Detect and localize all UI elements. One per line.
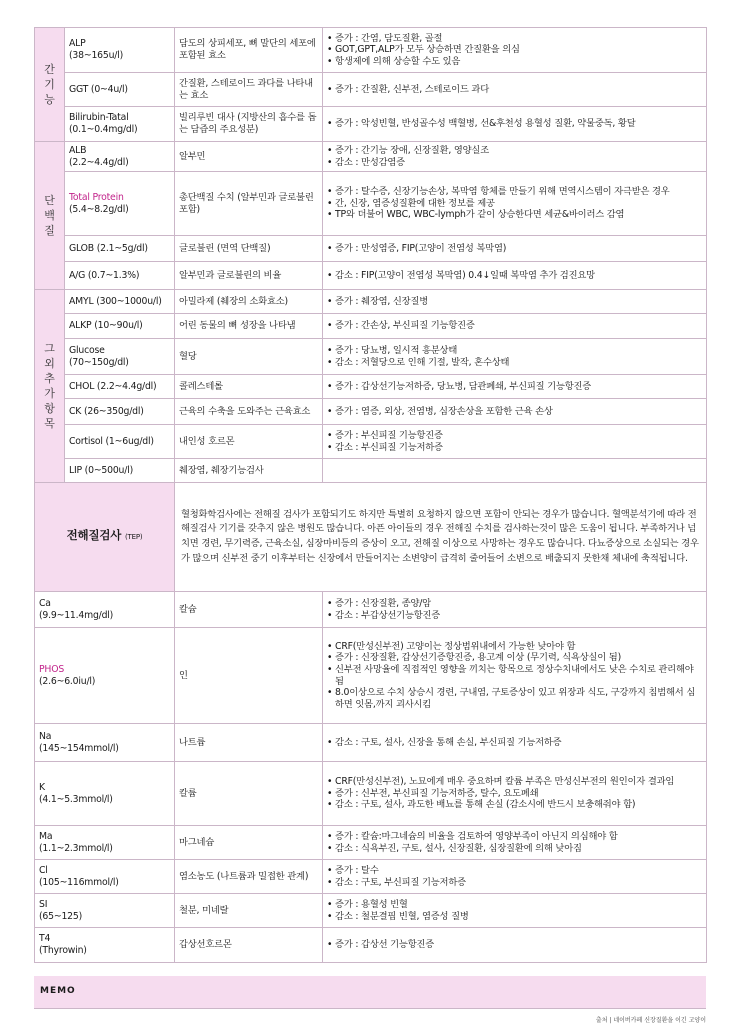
test-name: CHOL (2.2~4.4g/dl) — [65, 375, 175, 399]
test-effects: • 증가 : 만성염증, FIP(고양이 전염성 복막염) — [323, 236, 707, 262]
tep-title: 전해질검사 (TEP) — [35, 483, 175, 592]
table-row — [35, 314, 707, 339]
test-name: Ma (1.1~2.3mmol/l) — [35, 826, 175, 860]
test-description: 염소농도 (나트륨과 밀접한 관계) — [175, 860, 323, 894]
table-row — [35, 762, 707, 826]
test-effects: • 감소 : 구토, 설사, 신장을 통해 손실, 부신피질 기능저하증 — [323, 724, 707, 762]
test-name: LIP (0~500u/l) — [65, 459, 175, 483]
table-row — [35, 425, 707, 459]
test-name: SI (65~125) — [35, 894, 175, 928]
test-description: 아밀라제 (췌장의 소화효소) — [175, 290, 323, 314]
test-description: 나트륨 — [175, 724, 323, 762]
test-name: Cl (105~116mmol/l) — [35, 860, 175, 894]
test-description: 마그네슘 — [175, 826, 323, 860]
test-description: 내인성 호르몬 — [175, 425, 323, 459]
table-row — [35, 172, 707, 236]
test-description: 콜레스테롤 — [175, 375, 323, 399]
table-row — [35, 826, 707, 860]
table-row — [35, 399, 707, 425]
test-effects: • 증가 : 부신피질 기능항진증 • 감소 : 부신피질 기능저하증 — [323, 425, 707, 459]
test-name: ALB (2.2~4.4g/dl) — [65, 142, 175, 172]
table-row — [35, 592, 707, 628]
table-row — [35, 724, 707, 762]
test-description: 글로불린 (면역 단백질) — [175, 236, 323, 262]
table-row — [35, 142, 707, 172]
test-effects: • 증가 : 간손상, 부신피질 기능항진증 — [323, 314, 707, 339]
test-description: 칼륨 — [175, 762, 323, 826]
group-label-liver: 간기능 — [35, 28, 65, 142]
test-name: Total Protein (5.4~8.2g/dl) — [65, 172, 175, 236]
test-description: 갑상선호르몬 — [175, 928, 323, 963]
test-description: 총단백질 수치 (알부민과 글로불린 포함) — [175, 172, 323, 236]
test-effects: • CRF(만성신부전) 고양이는 정상범위내에서 가능한 낮아야 함 • 증가 : 신장질환, 갑상선기증항진증, 용고계 이상 (무기력, 식욕상실이 됨) • 신부전 사망율에 직접적인 영향을 끼치는 항목으로 정상수치내에서도 낮은 수치로 관리해야 됨 • 8.0이상으로 수치 상승시 경련, 구내염, 구토증상이 있고 위장과 식도, 구강까지 침범해서 심하면 잇몸,까지 괴사시킴 — [323, 628, 707, 724]
test-name: Na (145~154mmol/l) — [35, 724, 175, 762]
lab-reference-sheet — [34, 27, 706, 963]
table-row — [35, 107, 707, 142]
test-description: 칼슘 — [175, 592, 323, 628]
table-row — [35, 894, 707, 928]
test-name: PHOS (2.6~6.0iu/l) — [35, 628, 175, 724]
test-description: 담도의 상피세포, 뼈 말단의 세포에 포함된 효소 — [175, 28, 323, 73]
test-effects: • 증가 : 갑상선 기능항진증 — [323, 928, 707, 963]
test-effects: • 증가 : 당뇨병, 일시적 흥분상태 • 감소 : 저혈당으로 인해 기절, 발작, 혼수상태 — [323, 339, 707, 375]
test-effects: • 증가 : 갑상선기능저하증, 당뇨병, 담관폐쇄, 부신피질 기능항진증 — [323, 375, 707, 399]
table-row — [35, 236, 707, 262]
source-credit: 출처 | 네이버카페 신장질환을 이긴 고양이 — [595, 1017, 706, 1024]
test-effects: • CRF(만성신부전), 노묘에게 매우 중요하며 칼륨 부족은 만성신부전의 원인이자 결과임 • 증가 : 신부전, 부신피질 기능저하증, 탈수, 요도폐쇄 • 감소 : 구토, 설사, 과도한 배뇨를 통해 손실 (감소시에 반드시 보충해줘야 함) — [323, 762, 707, 826]
test-name: K (4.1~5.3mmol/l) — [35, 762, 175, 826]
test-effects: • 증가 : 염증, 외상, 전염병, 심장손상을 포함한 근육 손상 — [323, 399, 707, 425]
memo-area — [34, 976, 706, 1009]
test-name: Ca (9.9~11.4mg/dl) — [35, 592, 175, 628]
test-description: 알부민 — [175, 142, 323, 172]
table-row — [35, 459, 707, 483]
test-name: ALP (38~165u/l) — [65, 28, 175, 73]
test-name: AMYL (300~1000u/l) — [65, 290, 175, 314]
table-row — [35, 860, 707, 894]
table-row — [35, 290, 707, 314]
test-description: 혈당 — [175, 339, 323, 375]
tep-row — [35, 483, 707, 592]
table-row — [35, 375, 707, 399]
test-description: 인 — [175, 628, 323, 724]
test-name: T4 (Thyrowin) — [35, 928, 175, 963]
test-effects: • 증가 : 간염, 담도질환, 골절 • GOT,GPT,ALP가 모두 상승하면 간질환을 의심 • 항생제에 의해 상승할 수도 있음 — [323, 28, 707, 73]
table-row — [35, 28, 707, 73]
test-effects: • 증가 : 용혈성 빈혈 • 감소 : 철분결핍 빈혈, 염증성 질병 — [323, 894, 707, 928]
group-label-protein: 단백질 — [35, 142, 65, 290]
test-name: Bilirubin-Tatal (0.1~0.4mg/dl) — [65, 107, 175, 142]
test-description: 췌장염, 췌장기능검사 — [175, 459, 323, 483]
test-name: GGT (0~4u/l) — [65, 73, 175, 107]
test-effects: • 증가 : 췌장염, 신장질병 — [323, 290, 707, 314]
test-effects: • 증가 : 탈수 • 감소 : 구토, 부신피질 기능저하증 — [323, 860, 707, 894]
test-name: ALKP (10~90u/l) — [65, 314, 175, 339]
test-effects: • 증가 : 탈수증, 신장기능손상, 복막염 항체를 만들기 위해 면역시스템이 자극받은 경우 • 간, 신장, 염증성질환에 대한 정보를 제공 • TP와 더불어 WBC, WBC-lymph가 같이 상승한다면 세균&바이러스 감염 — [323, 172, 707, 236]
table-row — [35, 928, 707, 963]
table-row — [35, 73, 707, 107]
test-effects: • 증가 : 간기능 장애, 신장질환, 영양실조 • 감소 : 만성감염증 — [323, 142, 707, 172]
test-effects — [323, 459, 707, 483]
table-row — [35, 339, 707, 375]
test-name: CK (26~350g/dl) — [65, 399, 175, 425]
test-effects: • 감소 : FIP(고양이 전염성 복막염) 0.4↓일때 복막염 추가 검진요망 — [323, 262, 707, 290]
test-name: GLOB (2.1~5g/dl) — [65, 236, 175, 262]
group-label-other: 그외추가항목 — [35, 290, 65, 483]
test-description: 간질환, 스테로이드 과다를 나타내는 효소 — [175, 73, 323, 107]
tep-description: 혈청화학검사에는 전해질 검사가 포함되기도 하지만 특별히 요청하지 않으면 포함이 안되는 경우가 많습니다. 혈액분석기에 따라 전해질검사 기기를 갖추지 않은 병원도 많습니다. 아픈 아이들의 경우 전해질 수치를 검사하는것이 많은 도움이 됩니다. 부족하거나 넘치면 경련, 무기력증, 근육소실, 심장마비등의 증상이 오고, 전해질 이상으로 사망하는 경우도 많습니다. 다뇨증상으로 소실되는 경우가 많으며 신부전 중기 이후부터는 신장에서 만들어지는 소변양이 급격히 줄어들어 소변으로 배출되지 못한채 체내에 축적됩니다. — [175, 483, 707, 592]
blood-test-table — [34, 27, 707, 963]
table-row — [35, 628, 707, 724]
test-name: A/G (0.7~1.3%) — [65, 262, 175, 290]
test-effects: • 증가 : 악성빈혈, 반성골수성 백혈병, 선&후천성 용혈성 질환, 약물중독, 황달 — [323, 107, 707, 142]
table-row — [35, 262, 707, 290]
test-description: 어린 동물의 뼈 성장을 나타냄 — [175, 314, 323, 339]
memo-label: MEMO — [40, 986, 76, 996]
test-description: 빌리루빈 대사 (지방산의 흡수를 돕는 담즙의 주요성분) — [175, 107, 323, 142]
test-name: Cortisol (1~6ug/dl) — [65, 425, 175, 459]
test-description: 근육의 수축을 도와주는 근육효소 — [175, 399, 323, 425]
test-effects: • 증가 : 신장질환, 종양/암 • 감소 : 부갑상선기능항진증 — [323, 592, 707, 628]
test-name: Glucose (70~150g/dl) — [65, 339, 175, 375]
test-effects: • 증가 : 간질환, 신부전, 스테로이드 과다 — [323, 73, 707, 107]
test-effects: • 증가 : 칼슘:마그네슘의 비율을 검토하여 영양부족이 아닌지 의심해야 함 • 감소 : 식욕부진, 구토, 설사, 신장질환, 심장질환에 의해 낮아짐 — [323, 826, 707, 860]
test-description: 철분, 미네랄 — [175, 894, 323, 928]
test-description: 알부민과 글로불린의 비율 — [175, 262, 323, 290]
